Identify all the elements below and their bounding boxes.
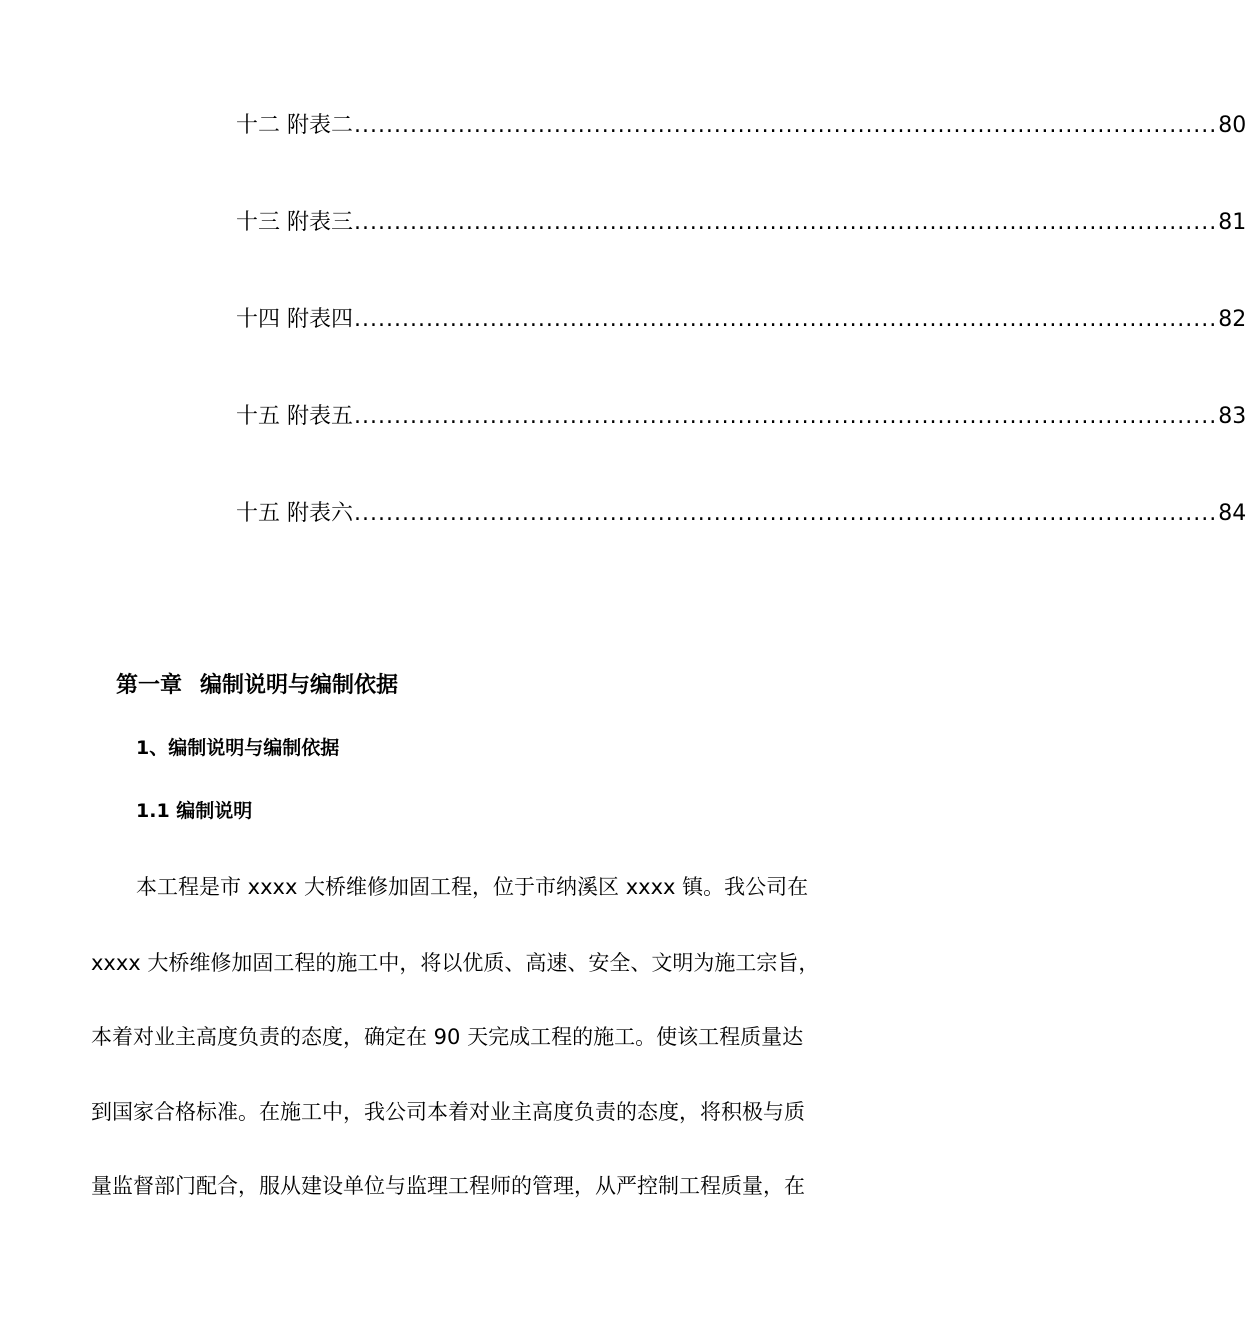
toc-dot-leader: ............................................................................................................	[354, 307, 1218, 332]
toc-entry[interactable]	[236, 111, 1246, 141]
paragraph-line: 本着对业主高度负责的态度，确定在 90 天完成工程的施工。使该工程质量达	[91, 1025, 804, 1049]
toc-dot-leader: ............................................................................................................	[354, 404, 1218, 429]
toc-entry-label: 十二 附表二	[236, 113, 353, 138]
toc-entry[interactable]	[236, 402, 1246, 432]
toc-entry-label: 十五 附表六	[236, 501, 353, 526]
paragraph-line: xxxx 大桥维修加固工程的施工中，将以优质、高速、安全、文明为施工宗旨，	[91, 951, 820, 975]
paragraph-line: 到国家合格标准。在施工中，我公司本着对业主高度负责的态度，将积极与质	[91, 1100, 805, 1124]
toc-page-number: 83	[1218, 404, 1246, 429]
toc-entry-label: 十五 附表五	[236, 404, 353, 429]
toc-entry-label: 十四 附表四	[236, 307, 353, 332]
toc-page-number: 80	[1218, 113, 1246, 138]
chapter-number: 第一章	[116, 673, 183, 698]
chapter-heading	[116, 671, 398, 701]
toc-page-number: 82	[1218, 307, 1246, 332]
toc-dot-leader: ............................................................................................................	[354, 113, 1218, 138]
paragraph-line: 本工程是市 xxxx 大桥维修加固工程，位于市纳溪区 xxxx 镇。我公司在	[136, 875, 809, 899]
toc-entry[interactable]	[236, 208, 1246, 238]
toc-dot-leader: ............................................................................................................	[354, 210, 1218, 235]
toc-dot-leader: ............................................................................................................	[354, 501, 1218, 526]
toc-entry-label: 十三 附表三	[236, 210, 353, 235]
paragraph-line: 量监督部门配合，服从建设单位与监理工程师的管理，从严控制工程质量，在	[91, 1174, 805, 1198]
section-heading: 1、编制说明与编制依据	[136, 737, 340, 759]
toc-page-number: 81	[1218, 210, 1246, 235]
toc-entry[interactable]	[236, 499, 1246, 529]
toc-entry[interactable]	[236, 305, 1246, 335]
toc-page-number: 84	[1218, 501, 1246, 526]
chapter-title: 编制说明与编制依据	[200, 673, 399, 698]
subsection-heading: 1.1 编制说明	[136, 800, 253, 822]
